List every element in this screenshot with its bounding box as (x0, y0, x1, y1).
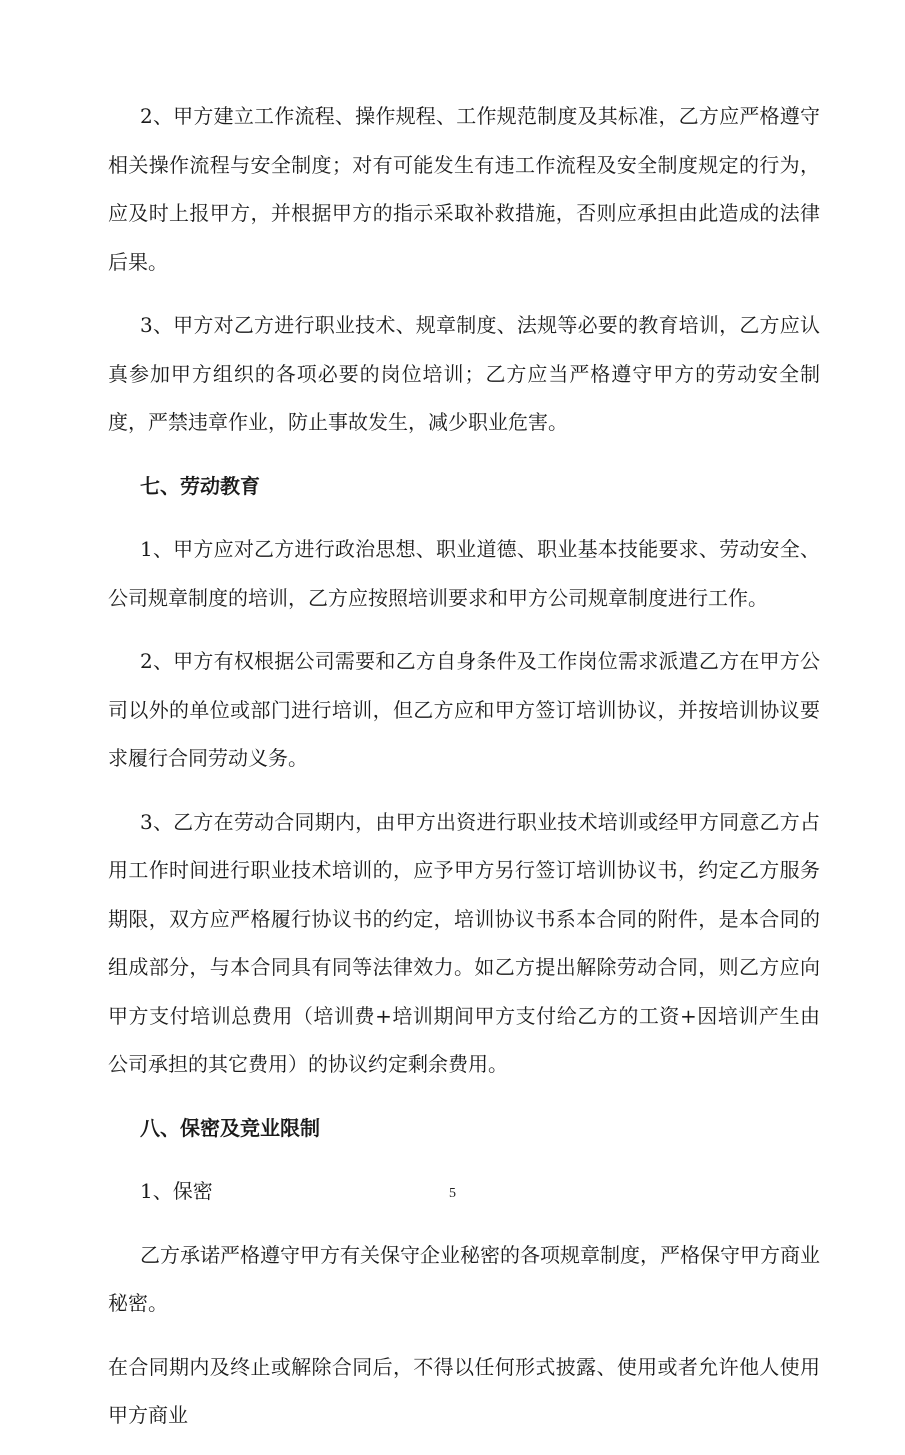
document-body (108, 92, 820, 1455)
page-number: 5 (449, 1186, 456, 1201)
clause-paragraph: 3、乙方在劳动合同期内，由甲方出资进行职业技术培训或经甲方同意乙方占用工作时间进行职业技术培训的，应予甲方另行签订培训协议书，约定乙方服务期限，双方应严格履行协议书的约定，培训协议书系本合同的附件，是本合同的组成部分，与本合同具有同等法律效力。如乙方提出解除劳动合同，则乙方应向甲方支付培训总费用（培训费+培训期间甲方支付给乙方的工资+因培训产生由公司承担的其它费用）的协议约定剩余费用。 (108, 809, 820, 1076)
subsection-label: 1、保密 (140, 1179, 213, 1203)
clause-paragraph: 3、甲方对乙方进行职业技术、规章制度、法规等必要的教育培训，乙方应认真参加甲方组织的各项必要的岗位培训；乙方应当严格遵守甲方的劳动安全制度，严禁违章作业，防止事故发生，减少职业危害。 (108, 313, 820, 434)
clause-paragraph: 2、甲方有权根据公司需要和乙方自身条件及工作岗位需求派遣乙方在甲方公司以外的单位或部门进行培训，但乙方应和甲方签订培训协议，并按培训协议要求履行合同劳动义务。 (108, 649, 820, 770)
clause-paragraph-continued: 在合同期内及终止或解除合同后，不得以任何形式披露、使用或者允许他人使用甲方商业 (108, 1354, 820, 1427)
clause-paragraph: 乙方承诺严格遵守甲方有关保守企业秘密的各项规章制度，严格保守甲方商业秘密。 (108, 1242, 820, 1315)
clause-paragraph: 2、甲方建立工作流程、操作规程、工作规范制度及其标准，乙方应严格遵守相关操作流程与安全制度；对有可能发生有违工作流程及安全制度规定的行为，应及时上报甲方，并根据甲方的指示采取补救措施，否则应承担由此造成的法律后果。 (108, 104, 820, 274)
section-heading: 八、保密及竞业限制 (140, 1115, 320, 1140)
clause-paragraph: 1、甲方应对乙方进行政治思想、职业道德、职业基本技能要求、劳动安全、公司规章制度的培训，乙方应按照培训要求和甲方公司规章制度进行工作。 (108, 537, 820, 610)
section-heading: 七、劳动教育 (140, 473, 260, 498)
